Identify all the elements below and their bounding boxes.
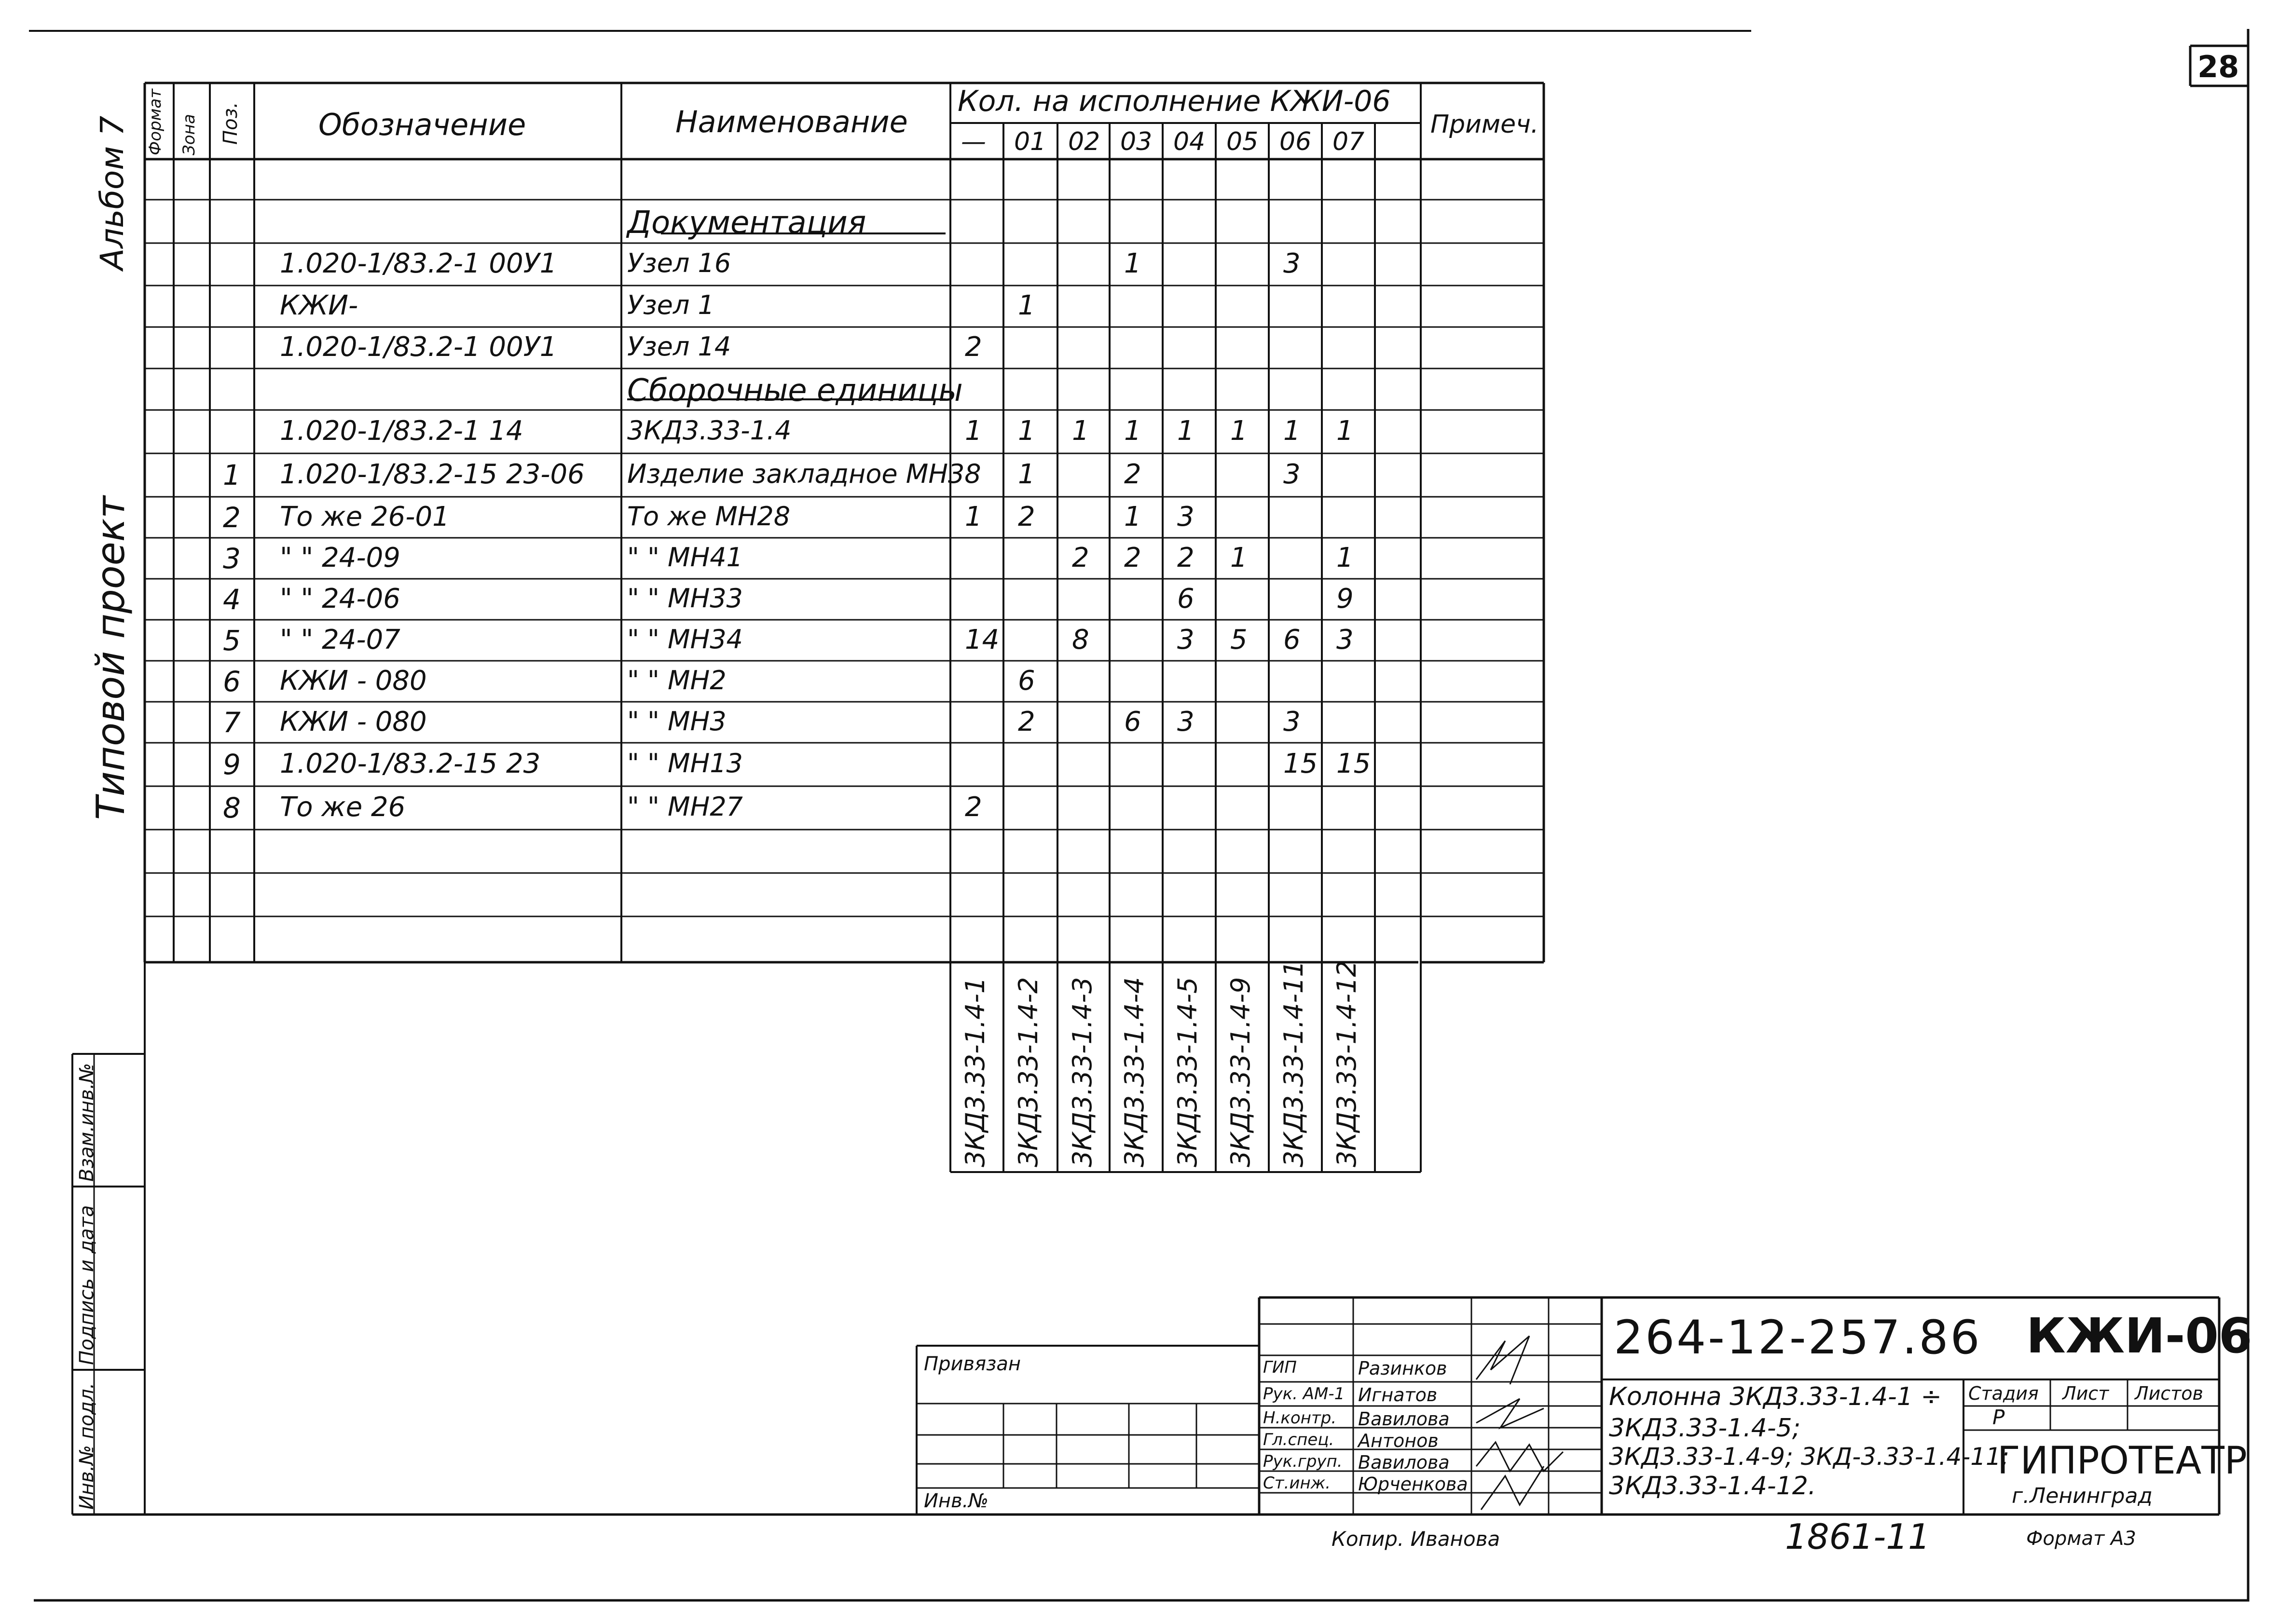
row-qty: 5 — [1230, 624, 1248, 655]
row-pos: 8 — [223, 792, 241, 824]
row-qty: 6 — [1124, 706, 1141, 737]
header-zone: Зона — [179, 114, 199, 155]
sheets-label: Листов — [2135, 1383, 2203, 1404]
org-name: ГИПРОТЕАТР — [1997, 1439, 2247, 1483]
row-qty: 1 — [1283, 415, 1301, 447]
tb-role: Н.контр. — [1263, 1408, 1337, 1428]
tb-role: Ст.инж. — [1263, 1474, 1331, 1493]
row-qty: 2 — [1018, 501, 1035, 532]
row-qty: 8 — [1072, 624, 1089, 655]
doc-number: 264-12-257.86 — [1614, 1310, 1982, 1365]
tb-name: Антонов — [1358, 1430, 1439, 1451]
desc-line-1: Колонна 3КД3.33-1.4-1 ÷ — [1609, 1382, 1942, 1411]
row-pos: 3 — [223, 542, 241, 575]
row-qty: 1 — [1124, 415, 1141, 447]
signature — [1476, 1336, 1529, 1384]
tb-role: Гл.спец. — [1263, 1430, 1334, 1449]
stamp-inv-podl: Инв.№ подл. — [76, 1382, 98, 1510]
row-qty: 3 — [1177, 624, 1194, 655]
tb-name: Юрченкова — [1358, 1474, 1468, 1495]
row-designation: КЖИ- — [280, 290, 358, 321]
row-name: Сборочные единицы — [627, 373, 963, 409]
row-name: " " МН2 — [627, 665, 727, 696]
header-qty-title: Кол. на исполнение КЖИ-06 — [958, 84, 1391, 118]
row-qty: 2 — [1177, 542, 1194, 573]
column-mark-2: 3КД3.33-1.4-3 — [1067, 977, 1098, 1167]
column-mark-5: 3КД3.33-1.4-9 — [1225, 977, 1256, 1167]
row-qty: 6 — [1177, 583, 1194, 614]
row-pos: 5 — [223, 624, 241, 657]
row-qty: 3 — [1177, 501, 1194, 532]
column-mark-7: 3КД3.33-1.4-12 — [1332, 960, 1362, 1167]
row-pos: 7 — [223, 706, 241, 739]
inv-no-label: Инв.№ — [924, 1490, 988, 1512]
row-qty: 1 — [965, 415, 982, 447]
row-pos: 9 — [223, 748, 241, 781]
row-name: Узел 1 — [627, 290, 714, 320]
tb-role: Рук. АМ-1 — [1263, 1384, 1345, 1404]
header-designation: Обозначение — [318, 107, 526, 142]
row-qty: 15 — [1283, 748, 1318, 779]
row-qty: 15 — [1336, 748, 1371, 779]
row-designation: 1.020-1/83.2-1 00У1 — [280, 248, 557, 279]
row-pos: 2 — [223, 501, 241, 534]
row-qty: 1 — [1177, 415, 1194, 447]
row-name: " " МН13 — [627, 748, 743, 778]
row-qty: 3 — [1283, 706, 1301, 737]
row-qty: 9 — [1336, 583, 1354, 614]
row-qty: 2 — [965, 331, 982, 363]
row-designation: 1.020-1/83.2-1 14 — [280, 415, 523, 447]
row-qty: 1 — [1072, 415, 1089, 447]
privyazan-label: Привязан — [924, 1353, 1021, 1375]
row-name: " " МН41 — [627, 542, 743, 573]
row-designation: 1.020-1/83.2-1 00У1 — [280, 331, 557, 363]
row-qty: 2 — [1072, 542, 1089, 573]
city-name: г.Ленинград — [2012, 1484, 2153, 1508]
album-label: Альбом 7 — [94, 115, 131, 270]
row-name: Изделие закладное МН38 — [627, 459, 981, 489]
row-designation: " " 24-06 — [280, 583, 400, 614]
row-qty: 1 — [1018, 459, 1035, 490]
row-qty: 2 — [1124, 459, 1141, 490]
header-note: Примеч. — [1430, 110, 1539, 139]
variant-header-4: 04 — [1173, 127, 1206, 156]
row-qty: 3 — [1336, 624, 1354, 655]
row-designation: 1.020-1/83.2-15 23-06 — [280, 459, 585, 490]
variant-header-7: 07 — [1332, 127, 1365, 156]
row-qty: 1 — [1336, 415, 1354, 447]
header-name: Наименование — [675, 104, 908, 139]
row-name: " " МН33 — [627, 583, 743, 614]
format-label: Формат А3 — [2026, 1528, 2136, 1550]
row-qty: 2 — [965, 792, 982, 823]
header-format: Формат — [146, 89, 165, 155]
tb-role: ГИП — [1263, 1358, 1297, 1377]
row-qty: 1 — [1230, 542, 1248, 573]
tb-name: Разинков — [1358, 1358, 1447, 1379]
row-name: Узел 14 — [627, 331, 731, 362]
row-name: Документация — [627, 205, 866, 241]
variant-header-5: 05 — [1226, 127, 1259, 156]
row-name: " " МН34 — [627, 624, 743, 655]
row-qty: 2 — [1124, 542, 1141, 573]
row-qty: 6 — [1283, 624, 1301, 655]
row-qty: 1 — [1124, 248, 1141, 279]
column-mark-1: 3КД3.33-1.4-2 — [1013, 977, 1043, 1167]
row-pos: 1 — [223, 459, 241, 491]
row-qty: 14 — [965, 624, 1000, 655]
variant-header-2: 02 — [1068, 127, 1100, 156]
copied-by: Копир. Иванова — [1332, 1527, 1500, 1551]
sheet-label: Лист — [2062, 1383, 2109, 1404]
desc-line-2: 3КД3.33-1.4-5; — [1609, 1414, 1801, 1443]
row-name: 3КД3.33-1.4 — [627, 415, 792, 446]
row-name: То же МН28 — [627, 501, 791, 532]
variant-header-6: 06 — [1279, 127, 1312, 156]
row-qty: 6 — [1018, 665, 1035, 696]
desc-line-4: 3КД3.33-1.4-12. — [1609, 1472, 1816, 1501]
row-designation: " " 24-07 — [280, 624, 400, 655]
order-number: 1861-11 — [1785, 1516, 1930, 1557]
row-qty: 1 — [1018, 290, 1035, 321]
row-qty: 1 — [965, 501, 982, 532]
row-qty: 1 — [1230, 415, 1248, 447]
column-mark-4: 3КД3.33-1.4-5 — [1172, 977, 1203, 1167]
row-designation: То же 26 — [280, 792, 406, 823]
column-mark-3: 3КД3.33-1.4-4 — [1119, 977, 1150, 1167]
sheet-number: 28 — [2197, 49, 2239, 84]
desc-line-3: 3КД3.33-1.4-9; 3КД-3.33-1.4-11; — [1609, 1443, 2009, 1471]
stage-value: Р — [1992, 1406, 2005, 1429]
doc-code: КЖИ-06 — [2026, 1308, 2252, 1364]
row-name: " " МН27 — [627, 792, 743, 822]
header-pos: Поз. — [220, 102, 242, 145]
variant-header-3: 03 — [1120, 127, 1153, 156]
row-designation: 1.020-1/83.2-15 23 — [280, 748, 541, 779]
row-name: " " МН3 — [627, 706, 727, 737]
row-qty: 1 — [1124, 501, 1141, 532]
column-mark-0: 3КД3.33-1.4-1 — [960, 977, 990, 1167]
variant-header-0: — — [961, 127, 986, 156]
row-pos: 6 — [223, 665, 241, 698]
column-mark-6: 3КД3.33-1.4-11 — [1278, 960, 1309, 1167]
stamp-vzam-inv: Взам.инв.№ — [76, 1063, 98, 1182]
tb-name: Вавилова — [1358, 1408, 1450, 1430]
row-designation: КЖИ - 080 — [280, 665, 427, 696]
row-qty: 1 — [1018, 415, 1035, 447]
row-qty: 1 — [1336, 542, 1354, 573]
project-label: Типовой проект — [88, 496, 133, 820]
row-designation: КЖИ - 080 — [280, 706, 427, 737]
row-name: Узел 16 — [627, 248, 731, 278]
row-qty: 3 — [1283, 459, 1301, 490]
row-pos: 4 — [223, 583, 241, 616]
stage-label: Стадия — [1968, 1383, 2039, 1404]
row-qty: 3 — [1177, 706, 1194, 737]
row-qty: 3 — [1283, 248, 1301, 279]
row-designation: То же 26-01 — [280, 501, 450, 532]
tb-name: Игнатов — [1358, 1384, 1438, 1406]
variant-header-1: 01 — [1014, 127, 1046, 156]
tb-name: Вавилова — [1358, 1452, 1450, 1473]
tb-role: Рук.груп. — [1263, 1452, 1343, 1471]
stamp-sign-date: Подпись и дата — [76, 1205, 98, 1365]
row-designation: " " 24-09 — [280, 542, 400, 573]
row-qty: 2 — [1018, 706, 1035, 737]
